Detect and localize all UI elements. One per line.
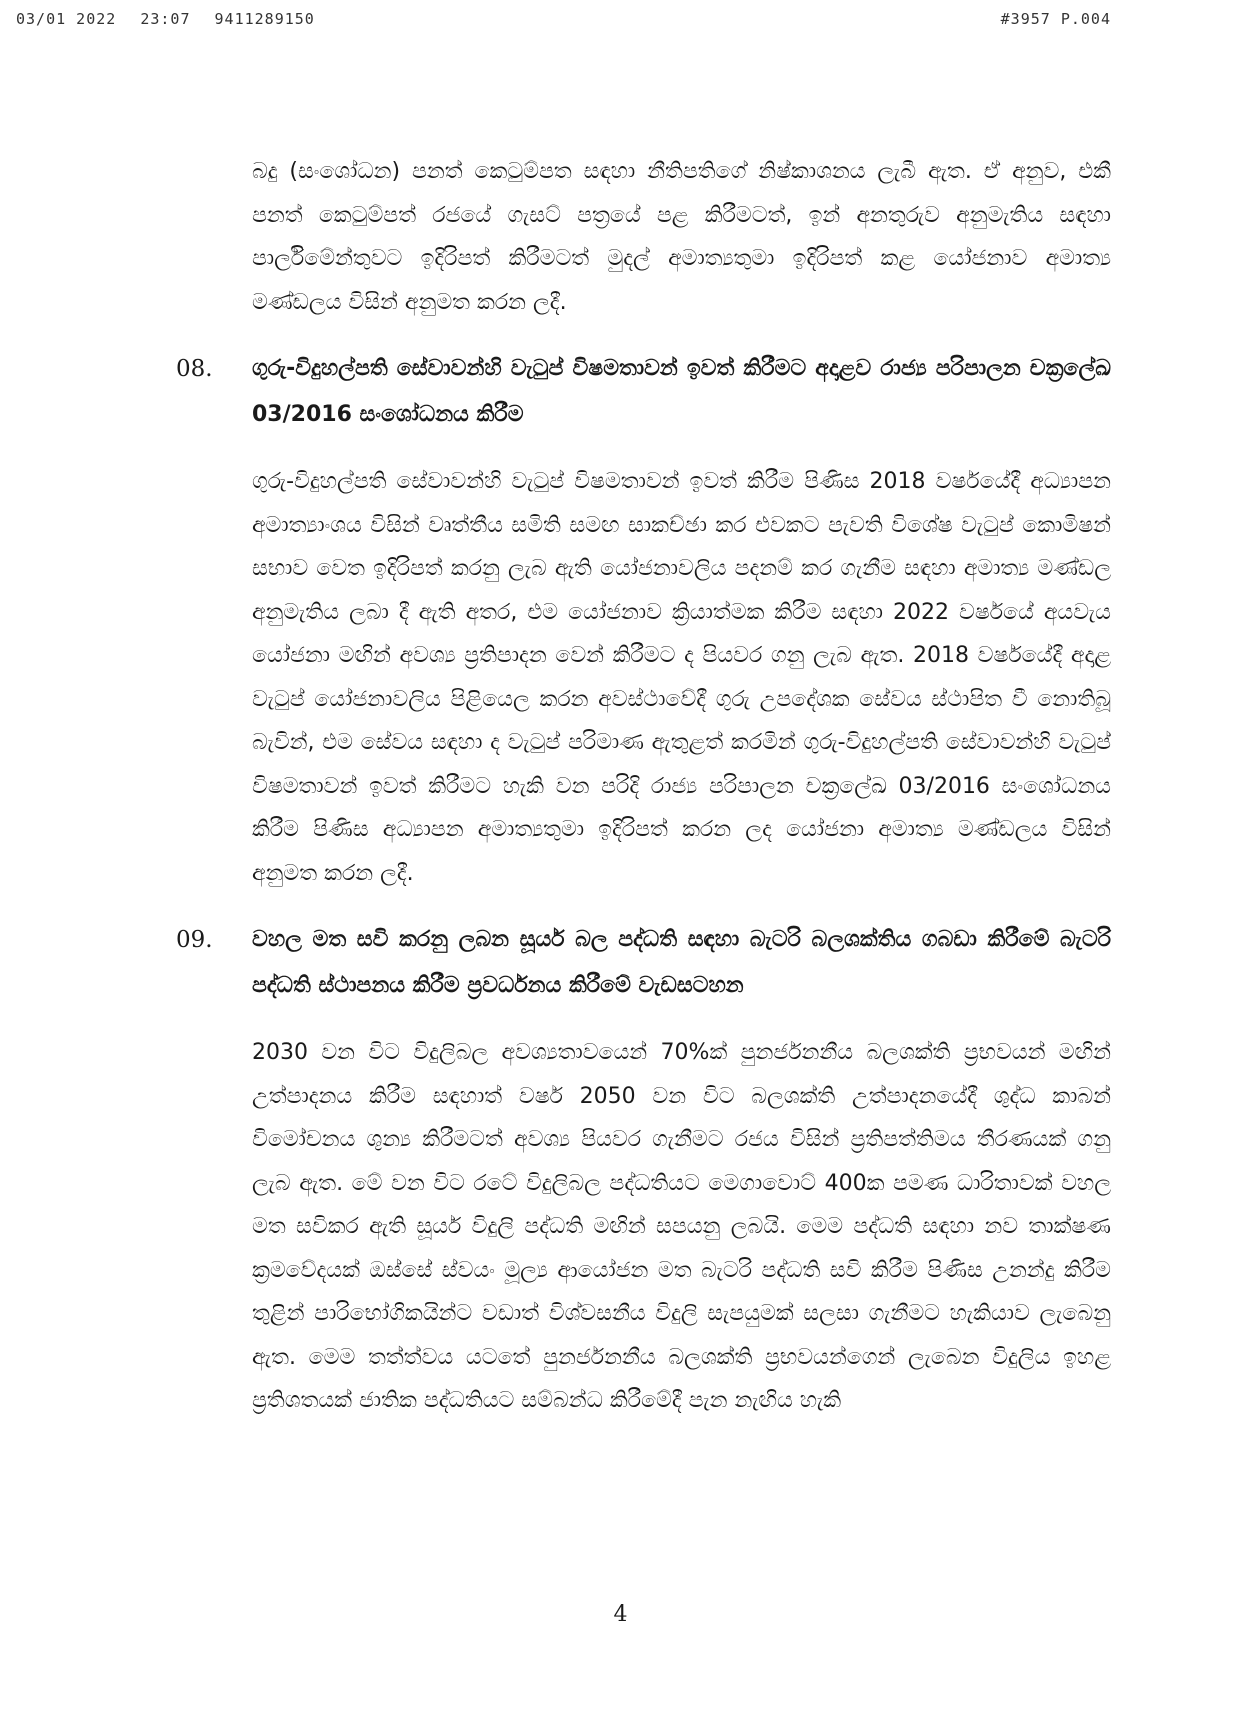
section-title: ගුරු-විදුහල්පති සේවාවන්හි වැටුප් විෂමතාවන් ඉවත් කිරීමට අදාළව රාජ්‍ය පරිපාලන චක්‍රලේඛ 03/2016 සංශෝධනය කිරීම (252, 356, 1111, 427)
fax-number: 9411289150 (214, 10, 315, 28)
fax-header (0, 10, 1241, 34)
section-number: 09. (176, 927, 213, 953)
section-08 (176, 346, 1111, 895)
section-number: 08. (176, 356, 213, 382)
section-body: ගුරු-විදුහල්පති සේවාවන්හි වැටුප් විෂමතාවන් ඉවත් කිරීම පිණිස 2018 වර්ෂයේදී අධ්‍යාපන අමාත්‍යාංශය විසින් වෘත්තීය සමිති සමඟ සාකච්ඡා කර එවකට පැවති විශේෂ වැටුප් කොමිෂන් සභාව වෙත ඉදිරිපත් කරනු ලැබ ඇති යෝජනාවලිය පදනම් කර ගැනීම සඳහා අමාත්‍ය මණ්ඩල අනුමැතිය ලබා දී ඇති අතර, එම යෝජනාව ක්‍රියාත්මක කිරීම සඳහා 2022 වර්ෂයේ අයවැය යෝජනා මඟින් අවශ්‍ය ප්‍රතිපාදන වෙන් කිරීමට ද පියවර ගනු ලැබ ඇත. 2018 වර්ෂයේදී අදාළ වැටුප් යෝජනාවලිය පිළියෙල කරන අවස්ථාවේදී ගුරු උපදේශක සේවය ස්ථාපිත වී නොතිබූ බැවින්, එම සේවය සඳහා ද වැටුප් පරිමාණ ඇතුළත් කරමින් ගුරු-විදුහල්පති සේවාවන්හි වැටුප් විෂමතාවන් ඉවත් කිරීමට හැකි වන පරිදි රාජ්‍ය පරිපාලන චක්‍රලේඛ 03/2016 සංශෝධනය කිරීම පිණිස අධ්‍යාපන අමාත්‍යතුමා ඉදිරිපත් කරන ලද යෝජනා අමාත්‍ය මණ්ඩලය විසින් අනුමත කරන ලදී. (252, 469, 1111, 886)
fax-date: 03/01 2022 (16, 10, 117, 28)
page-number: 4 (613, 1602, 628, 1627)
fax-time: 23:07 (140, 10, 191, 28)
fax-transmission-info (16, 10, 315, 28)
section-09 (176, 917, 1111, 1423)
fax-page-ref: #3957 P.004 (1000, 10, 1111, 28)
document-body (176, 150, 1111, 1423)
section-body: 2030 වන විට විදුලිබල අවශ්‍යතාවයෙන් 70%ක් පුනර්ජනනීය බලශක්ති ප්‍රභවයන් මඟින් උත්පාදනය කිරීම සඳහාත් වර්ෂ 2050 වන විට බලශක්ති උත්පාදනයේදී ශුද්ධ කාබන් විමෝචනය ශුන්‍ය කිරීමටත් අවශ්‍ය පියවර ගැනීමට රජය විසින් ප්‍රතිපත්තිමය තීරණයක් ගනු ලැබ ඇත. මේ වන විට රටේ විදුලිබල පද්ධතියට මෙගාවොට් 400ක පමණ ධාරිතාවක් වහල මත සවිකර ඇති සූර්ය විදුලි පද්ධති මඟින් සපයනු ලබයි. මෙම පද්ධති සඳහා නව තාක්ෂණ ක්‍රමවේදයක් ඔස්සේ ස්වයං මූල්‍ය ආයෝජන මත බැටරි පද්ධති සවි කිරීම පිණිස උනන්දු කිරීම තුළින් පාරිභෝගිකයින්ට වඩාත් විශ්වසනීය විදුලි සැපයුමක් සලසා ගැනීමට හැකියාව ලැබෙනු ඇත. මෙම තත්ත්වය යටතේ පුනර්ජනනීය බලශක්ති ප්‍රභවයන්ගෙන් ලැබෙන විදුලිය ඉහළ ප්‍රතිශතයක් ජාතික පද්ධතියට සම්බන්ධ කිරීමේදී පැන නැඟිය හැකි (252, 1040, 1111, 1413)
intro-paragraph: බදු (සංශෝධන) පනත් කෙටුම්පත සඳහා නීතිපතිගේ නිෂ්කාශනය ලැබී ඇත. ඒ අනුව, එකී පනත් කෙටුම්පත් රජයේ ගැසට් පත්‍රයේ පළ කිරීමටත්, ඉන් අනතුරුව අනුමැතිය සඳහා පාර්ලිමේන්තුවට ඉදිරිපත් කිරීමටත් මුදල් අමාත්‍යතුමා ඉදිරිපත් කළ යෝජනාව අමාත්‍ය මණ්ඩලය විසින් අනුමත කරන ලදී. (252, 159, 1111, 315)
section-title: වහල මත සවි කරනු ලබන සූර්ය බල පද්ධති සඳහා බැටරි බලශක්තිය ගබඩා කිරීමේ බැටරි පද්ධති ස්ථාපනය කිරීම ප්‍රවර්ධනය කිරීමේ වැඩසටහන (252, 927, 1111, 998)
